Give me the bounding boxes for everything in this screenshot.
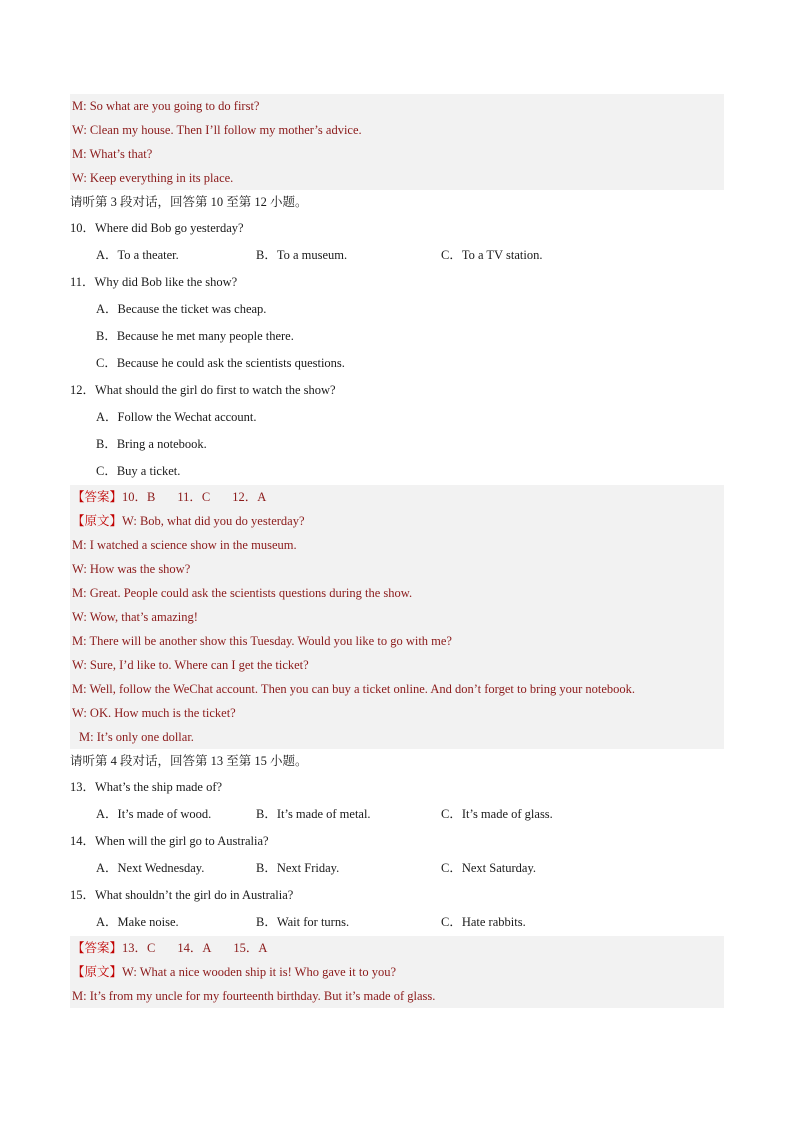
transcript-line: W: OK. How much is the ticket? bbox=[70, 701, 724, 725]
transcript-line: M: It’s from my uncle for my fourteenth birthday. But it’s made of glass. bbox=[70, 984, 724, 1008]
options-row bbox=[70, 242, 724, 269]
options-row bbox=[70, 909, 724, 936]
answer: 13．C bbox=[122, 941, 156, 955]
option: C．Because he could ask the scientists questions. bbox=[96, 356, 345, 370]
options-row bbox=[70, 801, 724, 828]
transcript-line: M: I watched a science show in the museum. bbox=[70, 533, 724, 557]
transcript-line: W: Wow, that’s amazing! bbox=[70, 605, 724, 629]
answer-tag: 【答案】 bbox=[72, 490, 123, 504]
transcript-line: W: Keep everything in its place. bbox=[70, 166, 724, 190]
transcript-tag: 【原文】 bbox=[72, 514, 123, 528]
transcript-first-line bbox=[70, 509, 724, 533]
section-instruction: 请听第 4 段对话，回答第 13 至第 15 小题。 bbox=[70, 754, 308, 768]
transcript-line: W: Sure, I’d like to. Where can I get the ticket? bbox=[70, 653, 724, 677]
transcript-line: M: So what are you going to do first? bbox=[70, 94, 724, 118]
option: B．Next Friday. bbox=[256, 861, 340, 875]
question-stem: 15．What shouldn’t the girl do in Australia? bbox=[70, 888, 294, 902]
option: C．To a TV station. bbox=[441, 248, 543, 262]
answer: 15．A bbox=[233, 941, 268, 955]
option: C．Buy a ticket. bbox=[96, 464, 181, 478]
section-instruction: 请听第 3 段对话，回答第 10 至第 12 小题。 bbox=[70, 195, 308, 209]
question-stem: 10．Where did Bob go yesterday? bbox=[70, 221, 244, 235]
option: C．It’s made of glass. bbox=[441, 807, 553, 821]
option: A．Follow the Wechat account. bbox=[96, 410, 257, 424]
question-stem: 13．What’s the ship made of? bbox=[70, 780, 223, 794]
answer-line bbox=[70, 936, 724, 960]
option: C．Hate rabbits. bbox=[441, 915, 526, 929]
option: A．Because the ticket was cheap. bbox=[96, 302, 267, 316]
question-stem: 11．Why did Bob like the show? bbox=[70, 275, 238, 289]
option: B．It’s made of metal. bbox=[256, 807, 371, 821]
transcript-line: M: Great. People could ask the scientists questions during the show. bbox=[70, 581, 724, 605]
answer: 14．A bbox=[177, 941, 212, 955]
document-page bbox=[70, 94, 724, 1008]
transcript-first-line bbox=[70, 960, 724, 984]
option: C．Next Saturday. bbox=[441, 861, 537, 875]
transcript-line: M: It’s only one dollar. bbox=[70, 725, 724, 749]
option: A．To a theater. bbox=[96, 248, 179, 262]
option: A．Next Wednesday. bbox=[96, 861, 205, 875]
question-stem: 12．What should the girl do first to watch the show? bbox=[70, 383, 336, 397]
option: B．Bring a notebook. bbox=[96, 437, 207, 451]
answer: 10．B bbox=[122, 490, 156, 504]
transcript-line: M: What’s that? bbox=[70, 142, 724, 166]
transcript-tag: 【原文】 bbox=[72, 965, 123, 979]
transcript-line: W: How was the show? bbox=[70, 557, 724, 581]
options-row bbox=[70, 855, 724, 882]
option: B．To a museum. bbox=[256, 248, 348, 262]
answer-line bbox=[70, 485, 724, 509]
option: B．Because he met many people there. bbox=[96, 329, 294, 343]
transcript-line: W: What a nice wooden ship it is! Who gave it to you? bbox=[122, 965, 397, 979]
transcript-line: M: Well, follow the WeChat account. Then you can buy a ticket online. And don’t forget to bring your notebook. bbox=[70, 677, 724, 701]
option: A．Make noise. bbox=[96, 915, 179, 929]
question-stem: 14．When will the girl go to Australia? bbox=[70, 834, 269, 848]
answer: 11．C bbox=[177, 490, 211, 504]
transcript-line: W: Bob, what did you do yesterday? bbox=[122, 514, 305, 528]
transcript-line: M: There will be another show this Tuesday. Would you like to go with me? bbox=[70, 629, 724, 653]
option: B．Wait for turns. bbox=[256, 915, 350, 929]
answer-tag: 【答案】 bbox=[72, 941, 123, 955]
option: A．It’s made of wood. bbox=[96, 807, 212, 821]
transcript-line: W: Clean my house. Then I’ll follow my mother’s advice. bbox=[70, 118, 724, 142]
answer: 12．A bbox=[232, 490, 267, 504]
